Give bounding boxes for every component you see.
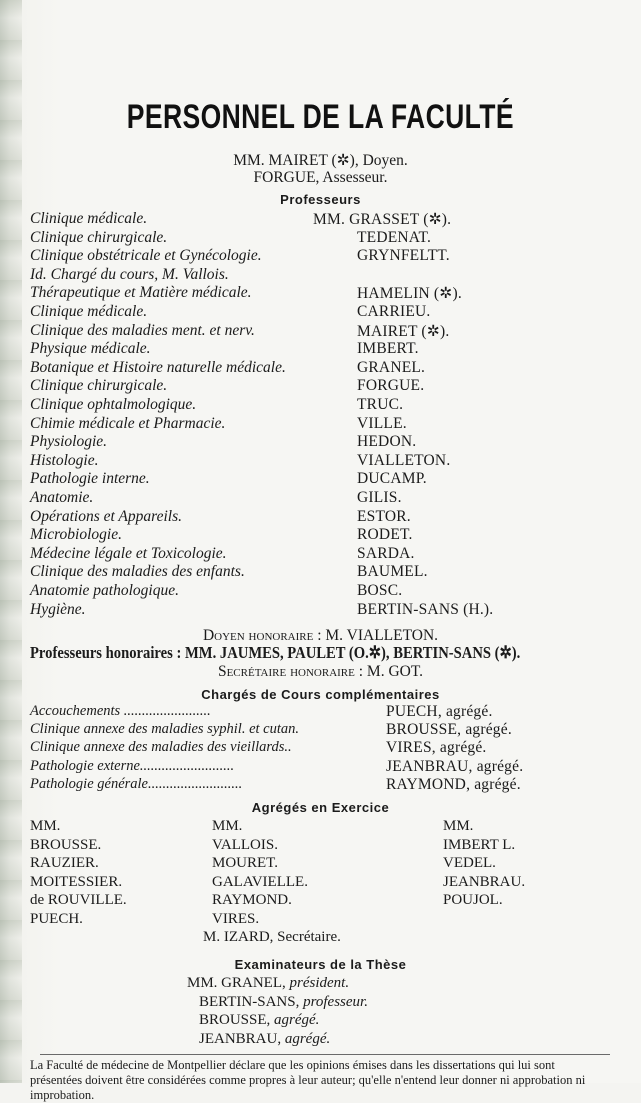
- agrege-name: MOITESSIER.: [30, 873, 123, 890]
- agreges-column-3: [443, 817, 525, 910]
- professeur-chair: Physique médicale.: [30, 340, 151, 358]
- examinateur-role: président.: [289, 975, 350, 991]
- agreges-secretary: [203, 928, 341, 947]
- dean-line: MM. MAIRET (✲), Doyen.: [233, 152, 408, 169]
- examinateur-role: agrégé.: [284, 1030, 331, 1047]
- professeur-chair: Opérations et Appareils.: [30, 507, 182, 525]
- professeur-chair: Anatomie pathologique.: [30, 582, 179, 599]
- divider-rule: [40, 1054, 610, 1055]
- secretaire-honoraire: Secrétaire honoraire : M. GOT.: [217, 663, 424, 680]
- professeur-chair: Clinique médicale.: [30, 303, 148, 320]
- agrege-name: RAYMOND.: [212, 892, 292, 908]
- professeur-name: BOSC.: [357, 582, 403, 599]
- professeur-name: VILLE.: [357, 414, 407, 432]
- agrege-name: GALAVIELLE.: [212, 873, 308, 890]
- agrege-name: JEANBRAU.: [443, 873, 526, 890]
- professeur-chair: Anatomie.: [30, 489, 94, 506]
- professeur-name: TRUC.: [357, 396, 404, 413]
- professeur-chair: Clinique ophtalmologique.: [30, 396, 197, 413]
- examinateurs-heading: Examinateurs de la Thèse: [234, 957, 407, 972]
- charge-course: Pathologie externe..........................: [30, 757, 235, 774]
- examinateur-name: JEANBRAU,: [199, 1030, 285, 1047]
- charge-name: JEANBRAU, agrégé.: [386, 757, 524, 775]
- professeur-name: MAIRET (✲).: [357, 322, 450, 340]
- faculty-disclaimer: La Faculté de médecine de Montpellier déclare que les opinions émises dans les dissertations qui lui sont présentées doivent être considérées comme propres à leur auteur; qu'elle n'entend leur donner ni approbation ni improbation.: [30, 1058, 586, 1102]
- professeurs-honoraires: Professeurs honoraires : MM. JAUMES, PAULET (O.✲), BERTIN-SANS (✲).: [30, 643, 521, 662]
- professeur-chair: Clinique chirurgicale.: [30, 377, 168, 395]
- agrege-name: MM.: [30, 818, 61, 834]
- professeur-name: GRANEL.: [357, 358, 426, 376]
- examinateur-line: [187, 1011, 368, 1030]
- professeur-name: GRYNFELTT.: [357, 247, 450, 265]
- professeur-name: HAMELIN (✲).: [357, 285, 462, 303]
- professeur-chair: Clinique des maladies ment. et nerv.: [30, 321, 255, 339]
- professeur-chair: Clinique chirurgicale.: [30, 228, 168, 246]
- agrege-name: RAUZIER.: [30, 855, 99, 871]
- professeur-chair: Botanique et Histoire naturelle médicale.: [30, 358, 286, 376]
- agreges-column-2: [212, 817, 308, 928]
- charge-course: Clinique annexe des maladies syphil. et cutan.: [30, 721, 300, 738]
- charge-name: VIRES, agrégé.: [386, 739, 487, 757]
- professeur-name: DUCAMP.: [357, 470, 427, 488]
- professeur-chair: Id. Chargé du cours, M. Vallois.: [30, 265, 229, 283]
- professeur-chair: Médecine légale et Toxicologie.: [30, 544, 227, 562]
- examinateur-name: BERTIN-SANS,: [199, 993, 304, 1010]
- agrege-name: de ROUVILLE.: [30, 892, 127, 908]
- agrege-name: MM.: [212, 818, 243, 834]
- professeur-name: FORGUE.: [357, 377, 425, 395]
- agrege-name: MOURET.: [212, 855, 278, 871]
- charge-course: Accouchements ........................: [30, 703, 211, 719]
- professeur-name: GILIS.: [357, 489, 402, 506]
- professeur-name: CARRIEU.: [357, 303, 431, 320]
- professeur-name: VIALLETON.: [357, 451, 451, 469]
- agrege-name: POUJOL.: [443, 892, 503, 908]
- charge-name: BROUSSE, agrégé.: [386, 721, 512, 739]
- professeur-chair: Pathologie interne.: [30, 470, 150, 488]
- professeur-chair: Clinique obstétricale et Gynécologie.: [30, 247, 262, 265]
- examinateurs-list: [187, 974, 368, 1048]
- examinateur-role: agrégé.: [274, 1012, 320, 1028]
- professeur-chair: Histologie.: [30, 451, 99, 469]
- examinateur-name: BROUSSE,: [199, 1012, 275, 1028]
- agrege-name: PUECH.: [30, 910, 83, 927]
- professeur-chair: Thérapeutique et Matière médicale.: [30, 284, 252, 302]
- professeur-name: HEDON.: [357, 433, 417, 451]
- professeur-name: MM. GRASSET (✲).: [313, 211, 452, 228]
- professeurs-heading: Professeurs: [280, 192, 361, 207]
- examinateur-name: MM. GRANEL,: [187, 975, 290, 991]
- charge-course: Pathologie générale..........................: [30, 775, 243, 792]
- professeur-name: RODET.: [357, 526, 413, 544]
- charge-name: PUECH, agrégé.: [386, 703, 493, 720]
- assessor-line: FORGUE, Assesseur.: [253, 169, 388, 186]
- professeur-chair: Clinique des maladies des enfants.: [30, 563, 245, 581]
- examinateur-line: [187, 993, 368, 1012]
- professeur-name: IMBERT.: [357, 340, 419, 358]
- professeur-name: ESTOR.: [357, 507, 411, 525]
- agrege-name: VALLOIS.: [212, 836, 278, 853]
- agreges-heading: Agrégés en Exercice: [251, 800, 390, 815]
- professeur-name: TEDENAT.: [357, 228, 432, 246]
- agrege-name: VEDEL.: [443, 855, 496, 871]
- agrege-name: BROUSSE.: [30, 836, 102, 853]
- professeur-name: SARDA.: [357, 544, 415, 562]
- charges-heading: Chargés de Cours complémentaires: [201, 687, 440, 702]
- agrege-name: IMBERT L.: [443, 836, 516, 853]
- charge-name: RAYMOND, agrégé.: [386, 775, 521, 793]
- charge-course: Clinique annexe des maladies des vieillards..: [30, 739, 292, 756]
- professeur-chair: Hygiène.: [30, 600, 86, 618]
- professeur-chair: Clinique médicale.: [30, 210, 148, 227]
- agrege-name: VIRES.: [212, 910, 260, 927]
- examinateur-line: [187, 1030, 368, 1049]
- professeur-chair: Microbiologie.: [30, 526, 122, 544]
- page-title: PERSONNEL DE LA FACULTÉ: [126, 98, 514, 136]
- professeur-chair: Physiologie.: [30, 433, 108, 451]
- professeur-name: BAUMEL.: [357, 563, 428, 581]
- professeur-name: BERTIN-SANS (H.).: [357, 600, 494, 618]
- agreges-column-1: [30, 817, 127, 928]
- professeur-chair: Chimie médicale et Pharmacie.: [30, 414, 226, 432]
- examinateur-line: [187, 974, 368, 993]
- secretary-text: M. IZARD, Secrétaire.: [203, 929, 341, 945]
- doyen-honoraire: Doyen honoraire : M. VIALLETON.: [202, 627, 439, 644]
- examinateur-role: professeur.: [303, 993, 368, 1010]
- agrege-name: MM.: [443, 818, 474, 834]
